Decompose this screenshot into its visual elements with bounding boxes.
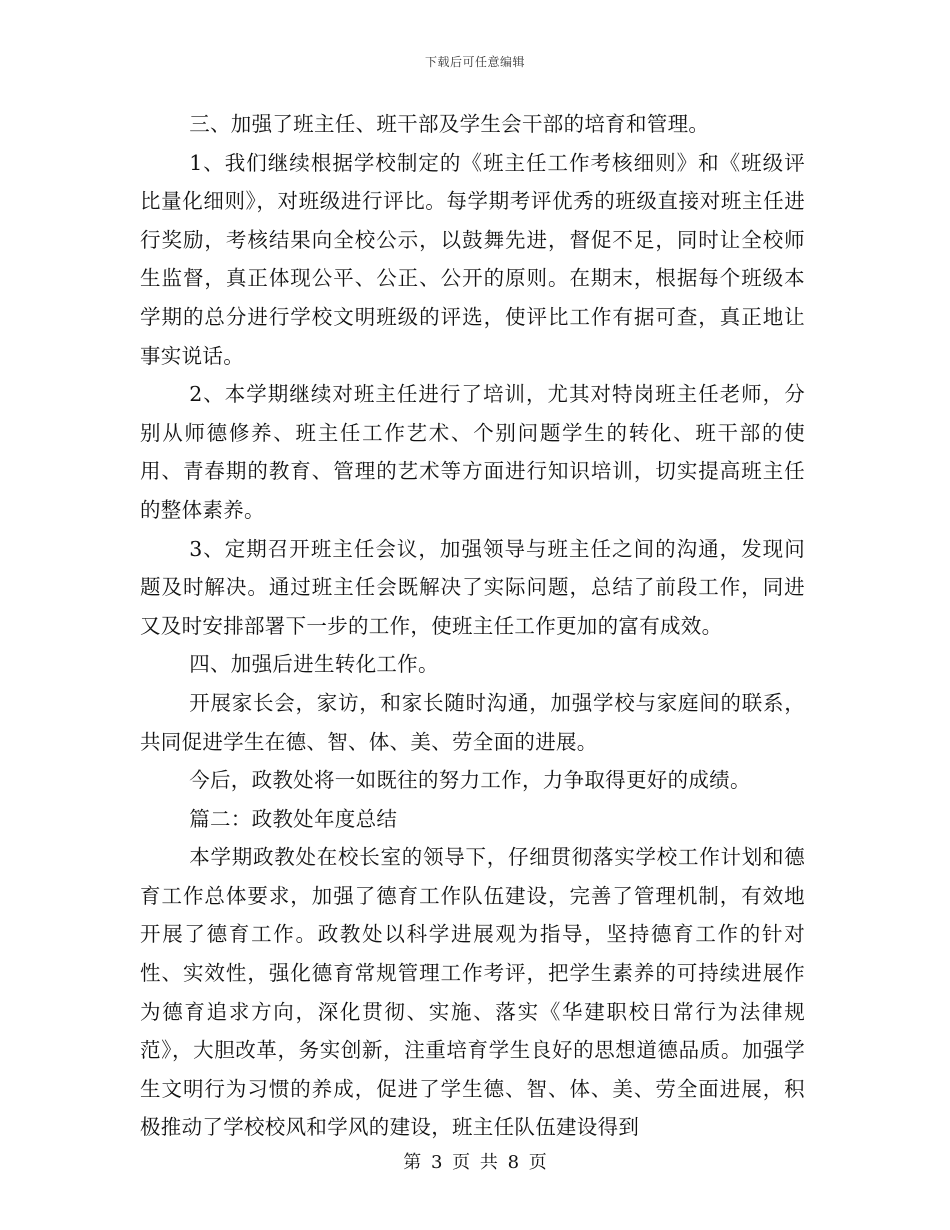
paragraph: 今后，政教处将一如既往的努力工作，力争取得更好的成绩。 bbox=[189, 768, 751, 793]
section-heading-3: 三、加强了班主任、班干部及学生会干部的培育和管理。 bbox=[189, 112, 710, 136]
paragraph: 3、定期召开班主任会议，加强领导与班主任之间的沟通，发现问题及时解决。通过班主任会既解决了实际问题，总结了前段工作，同进又及时安排部署下一步的工作，使班主任工作更加的富有成效。 bbox=[140, 536, 805, 638]
section-heading-4: 四、加强后进生转化工作。 bbox=[189, 652, 439, 677]
page-number: 第 3 页 共 8 页 bbox=[403, 1152, 547, 1173]
document-body bbox=[140, 105, 805, 1147]
page-header: 下载后可任意编辑 bbox=[424, 55, 525, 69]
paragraph: 本学期政教处在校长室的领导下，仔细贯彻落实学校工作计划和德育工作总体要求，加强了德育工作队伍建设，完善了管理机制，有效地开展了德育工作。政教处以科学进展观为指导，坚持德育工作的针对性、实效性，强化德育常规管理工作考评，把学生素养的可持续进展作为德育追求方向，深化贯彻、实施、落实《华建职校日常行为法律规范》，大胆改革，务实创新，注重培育学生良好的思想道德品质。加强学生文明行为习惯的养成，促进了学生德、智、体、美、劳全面进展，积极推动了学校校风和学风的建设，班主任队伍建设得到 bbox=[140, 845, 805, 1140]
paragraph: 2、本学期继续对班主任进行了培训，尤其对特岗班主任老师，分别从师德修养、班主任工作艺术、个别问题学生的转化、班干部的使用、青春期的教育、管理的艺术等方面进行知识培训，切实提高班主任的整体素养。 bbox=[140, 382, 805, 522]
paragraph: 1、我们继续根据学校制定的《班主任工作考核细则》和《班级评比量化细则》，对班级进行评比。每学期考评优秀的班级直接对班主任进行奖励，考核结果向全校公示，以鼓舞先进，督促不足，同时让全校师生监督，真正体现公平、公正、公开的原则。在期末，根据每个班级本学期的总分进行学校文明班级的评选，使评比工作有据可查，真正地让事实说话。 bbox=[140, 150, 805, 368]
article-heading: 篇二：政教处年度总结 bbox=[189, 806, 398, 831]
paragraph: 开展家长会，家访，和家长随时沟通，加强学校与家庭间的联系，共同促进学生在德、智、体、美、劳全面的进展。 bbox=[140, 690, 805, 754]
